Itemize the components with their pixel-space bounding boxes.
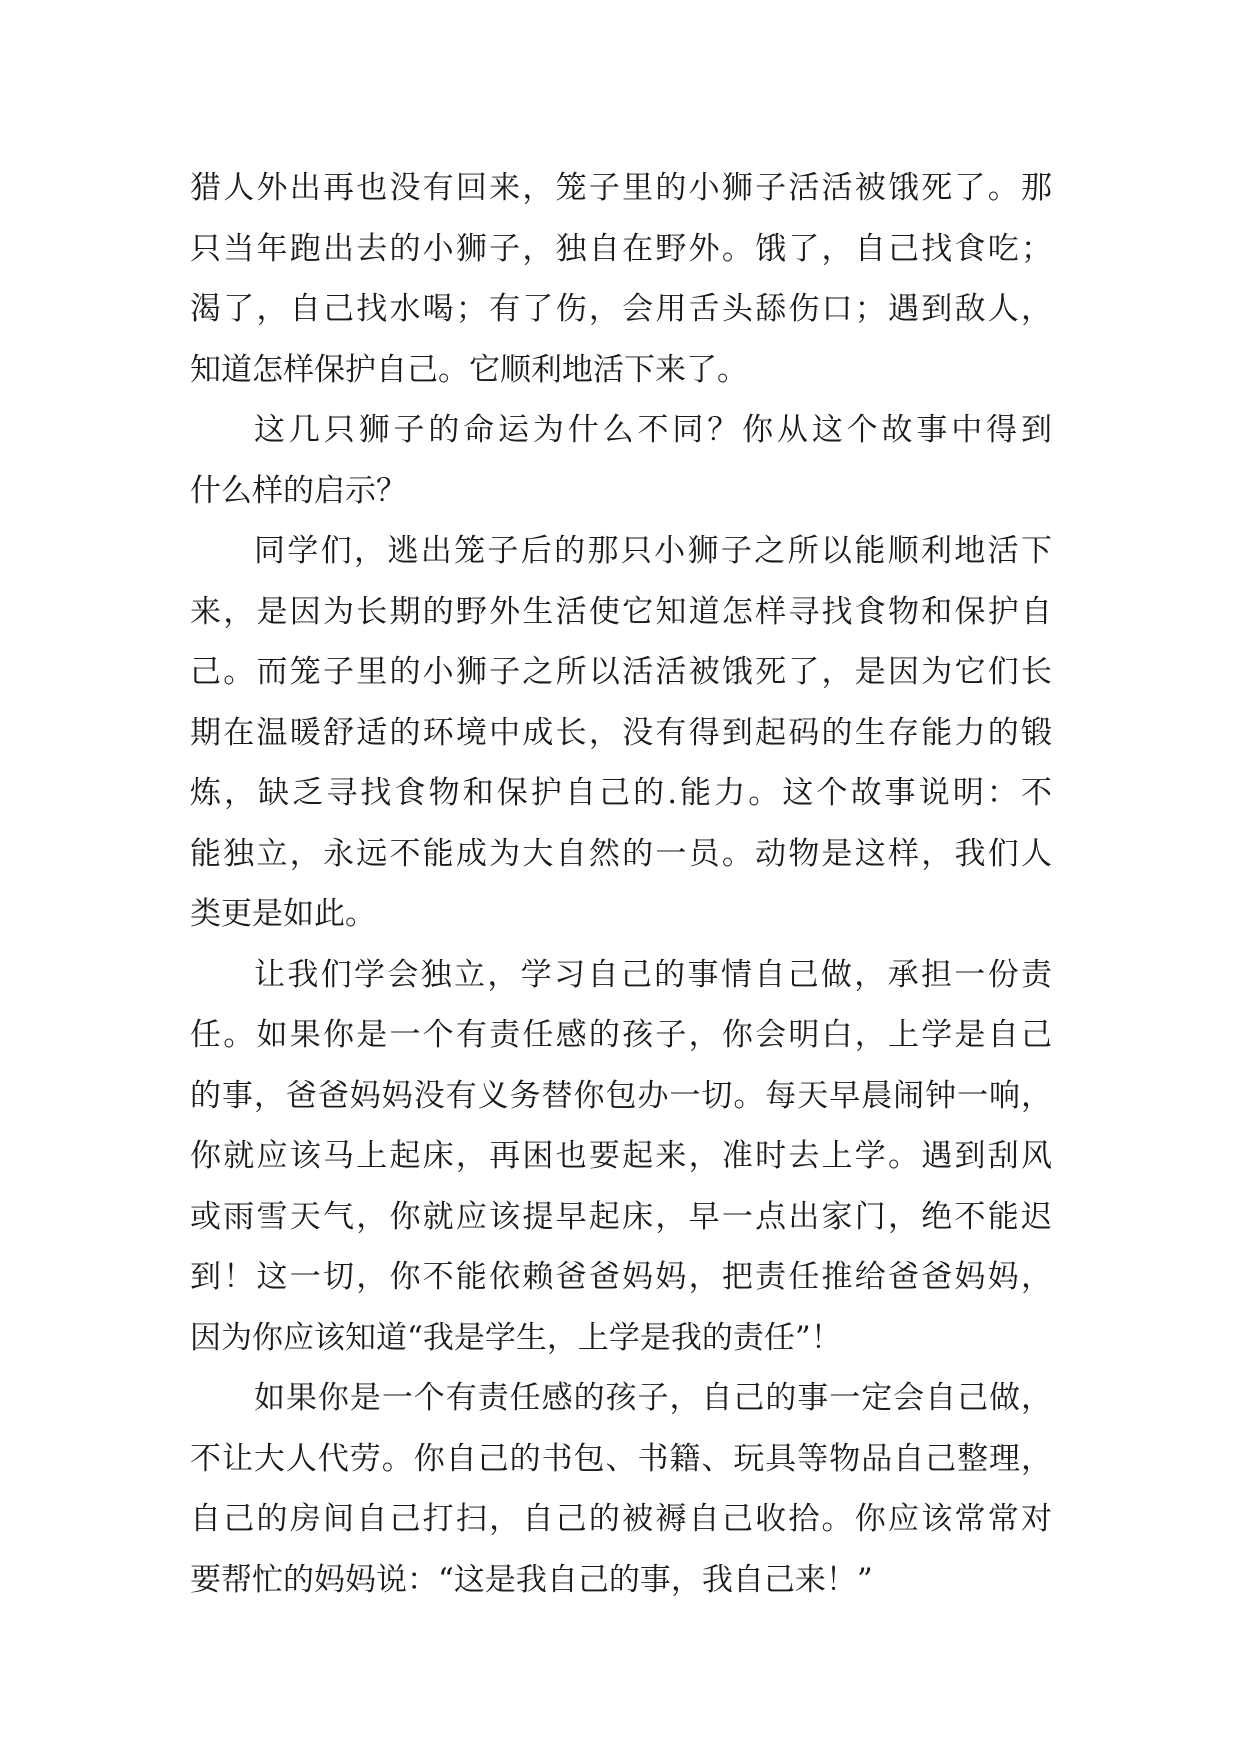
text-line: 猎人外出再也没有回来，笼子里的小狮子活活被饿死了。那 [190, 170, 1052, 206]
paragraph-2 [190, 400, 1052, 521]
text-line: 你就应该马上起床，再困也要起来，准时去上学。遇到刮风 [190, 1138, 1052, 1174]
text-line: 自己的房间自己打扫，自己的被褥自己收拾。你应该常常对 [190, 1501, 1052, 1537]
text-line: 知道怎样保护自己。它顺利地活下来了。 [190, 351, 748, 388]
text-line: 渴了，自己找水喝；有了伤，会用舌头舔伤口；遇到敌人， [190, 291, 1052, 327]
paragraph-1 [190, 158, 1052, 400]
paragraph-5 [190, 1368, 1052, 1610]
text-line: 类更是如此。 [190, 896, 376, 932]
text-line: 只当年跑出去的小狮子，独自在野外。饿了，自己找食吃； [190, 230, 1052, 267]
text-line: 来，是因为长期的野外生活使它知道怎样寻找食物和保护自 [190, 593, 1052, 630]
text-line: 要帮忙的妈妈说：“这是我自己的事，我自己来！” [190, 1561, 873, 1598]
text-line: 己。而笼子里的小狮子之所以活活被饿死了，是因为它们长 [190, 654, 1052, 690]
text-line: 如果你是一个有责任感的孩子，自己的事一定会自己做， [254, 1380, 1052, 1416]
text-line: 因为你应该知道“我是学生，上学是我的责任”！ [190, 1319, 842, 1356]
text-line: 或雨雪天气，你就应该提早起床，早一点出家门，绝不能迟 [190, 1198, 1052, 1235]
text-line: 炼，缺乏寻找食物和保护自己的.能力。这个故事说明：不 [190, 775, 1052, 811]
text-line: 期在温暖舒适的环境中成长，没有得到起码的生存能力的锻 [190, 714, 1052, 751]
text-line: 同学们，逃出笼子后的那只小狮子之所以能顺利地活下 [254, 533, 1052, 569]
text-line: 让我们学会独立，学习自己的事情自己做，承担一份责 [254, 956, 1052, 993]
text-line: 的事，爸爸妈妈没有义务替你包办一切。每天早晨闹钟一响， [190, 1077, 1052, 1114]
paragraph-3 [190, 521, 1052, 945]
paragraph-4 [190, 945, 1052, 1369]
document-body [190, 158, 1052, 1610]
text-line: 到！这一切，你不能依赖爸爸妈妈，把责任推给爸爸妈妈， [190, 1259, 1052, 1295]
text-line: 任。如果你是一个有责任感的孩子，你会明白，上学是自己 [190, 1017, 1052, 1053]
text-line: 不让大人代劳。你自己的书包、书籍、玩具等物品自己整理， [190, 1440, 1052, 1477]
text-line: 这几只狮子的命运为什么不同？你从这个故事中得到 [254, 412, 1052, 448]
text-line: 能独立，永远不能成为大自然的一员。动物是这样，我们人 [190, 835, 1052, 872]
text-line: 什么样的启示？ [190, 472, 407, 509]
